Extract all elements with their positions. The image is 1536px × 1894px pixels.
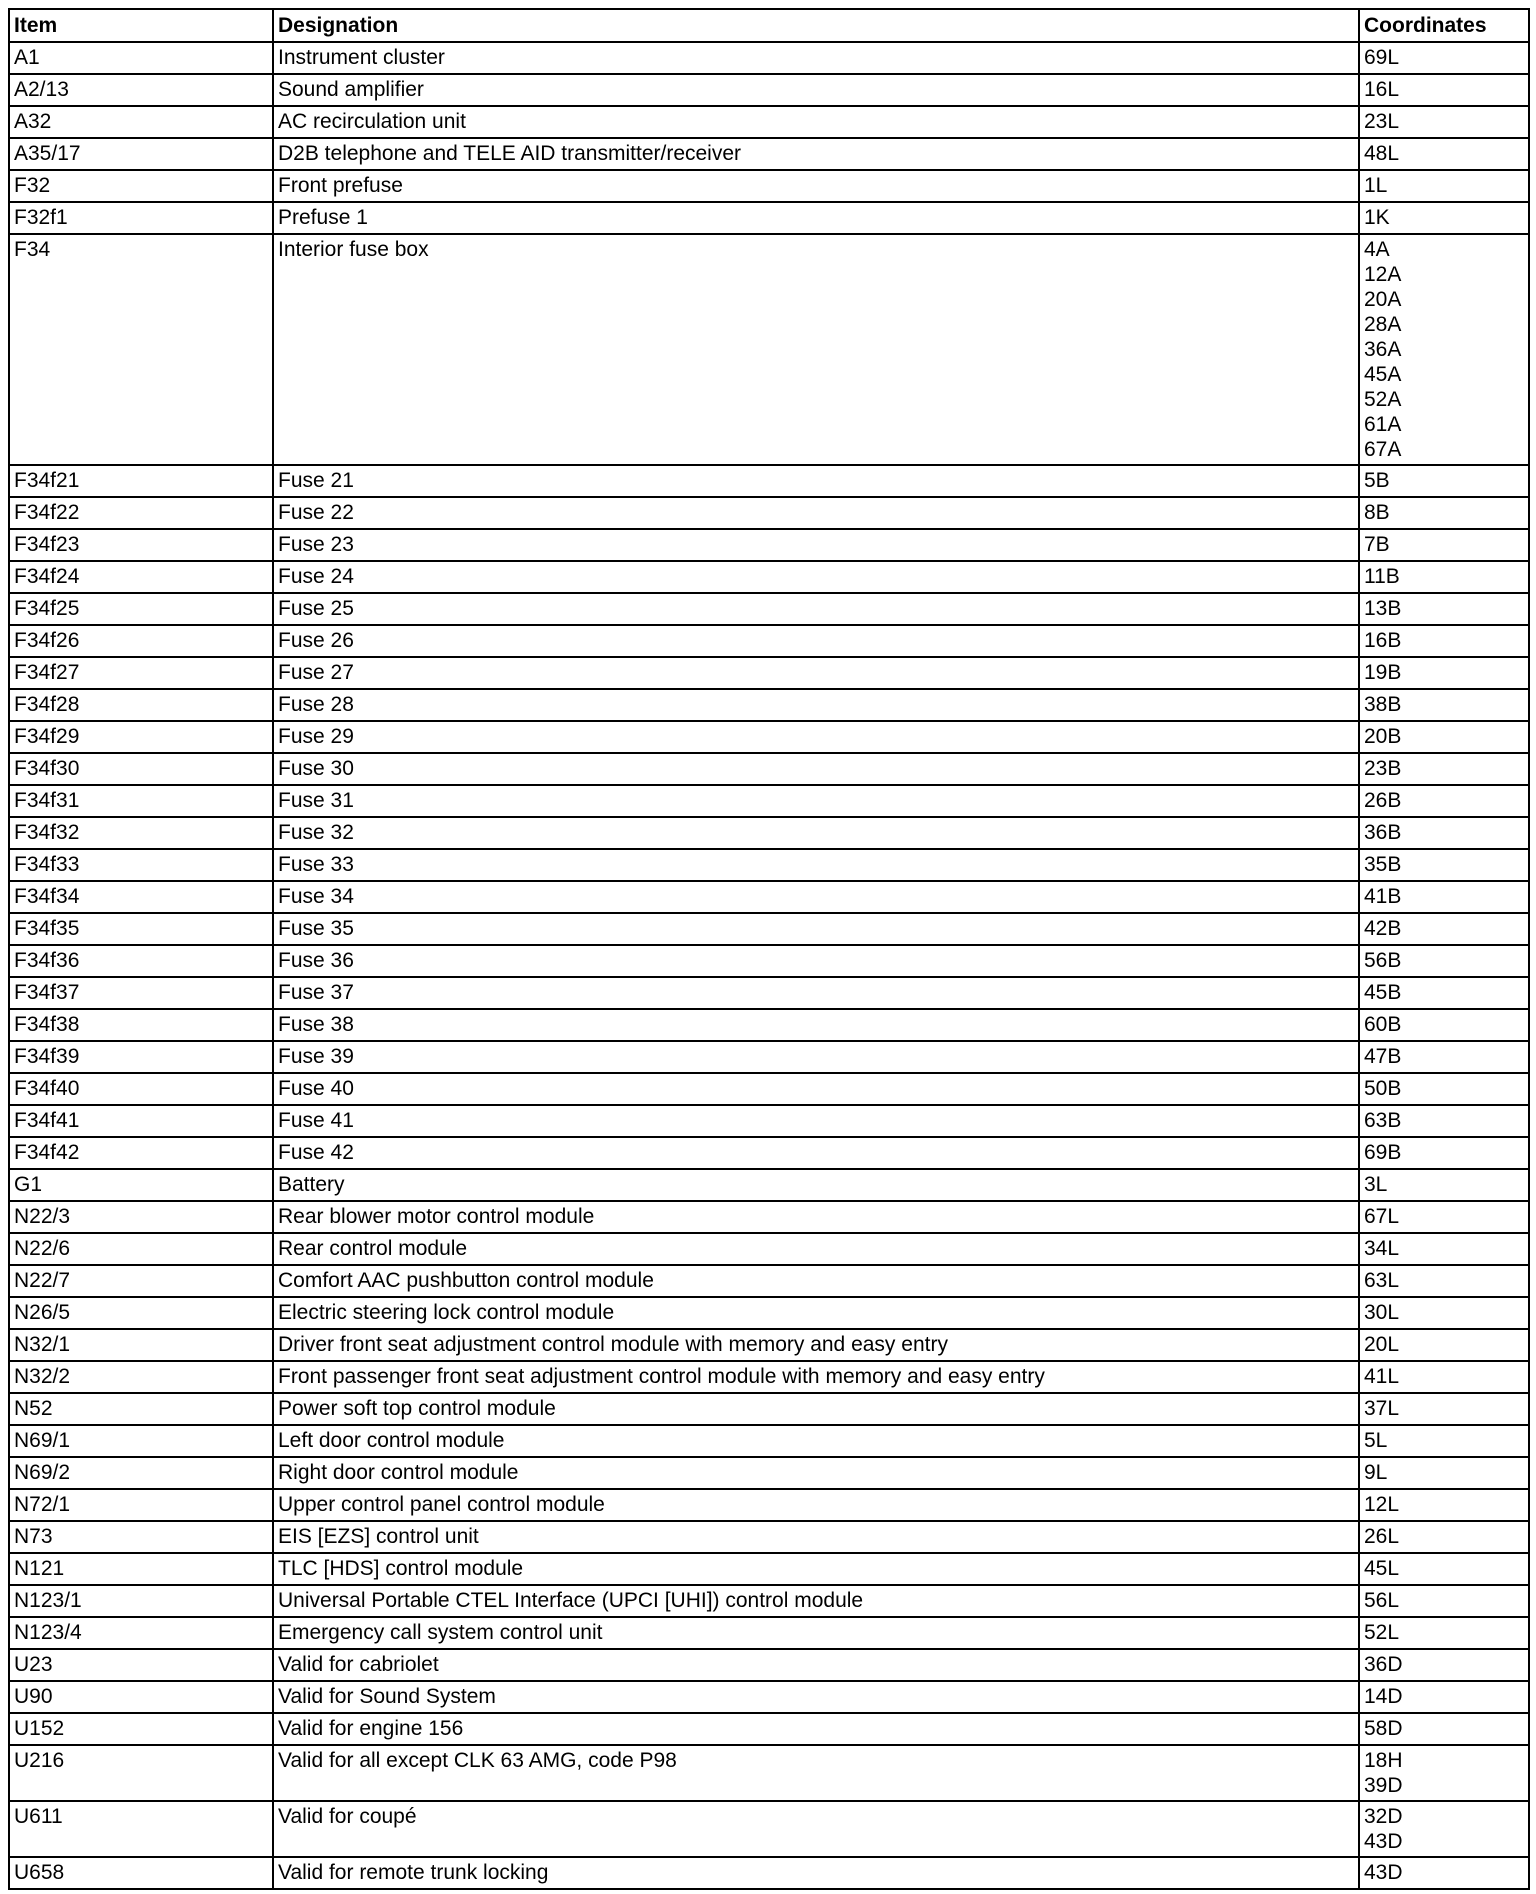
coordinate-value: 35B <box>1364 853 1402 876</box>
cell-coordinates <box>1359 1169 1529 1201</box>
coordinate-value: 38B <box>1364 693 1402 716</box>
cell-item: N123/1 <box>9 1585 273 1617</box>
cell-item: F34 <box>9 234 273 465</box>
cell-item: F34f29 <box>9 721 273 753</box>
cell-coordinates <box>1359 1425 1529 1457</box>
cell-coordinates <box>1359 74 1529 106</box>
table-row <box>9 721 1529 753</box>
table-row <box>9 74 1529 106</box>
table-row <box>9 1649 1529 1681</box>
table-row <box>9 42 1529 74</box>
cell-coordinates <box>1359 817 1529 849</box>
cell-designation: Fuse 32 <box>273 817 1359 849</box>
cell-designation: Fuse 30 <box>273 753 1359 785</box>
cell-coordinates <box>1359 593 1529 625</box>
cell-coordinates <box>1359 42 1529 74</box>
cell-designation: Fuse 37 <box>273 977 1359 1009</box>
cell-designation: Fuse 29 <box>273 721 1359 753</box>
cell-coordinates <box>1359 234 1529 465</box>
coordinate-value: 5L <box>1364 1429 1388 1452</box>
cell-item: U611 <box>9 1801 273 1857</box>
cell-item: N32/2 <box>9 1361 273 1393</box>
cell-item: N22/3 <box>9 1201 273 1233</box>
cell-item: N22/6 <box>9 1233 273 1265</box>
cell-coordinates <box>1359 849 1529 881</box>
cell-coordinates <box>1359 1265 1529 1297</box>
cell-coordinates <box>1359 1857 1529 1889</box>
cell-item: U23 <box>9 1649 273 1681</box>
cell-item: N69/2 <box>9 1457 273 1489</box>
coordinate-value: 36B <box>1364 821 1402 844</box>
cell-coordinates <box>1359 1649 1529 1681</box>
cell-item: F34f42 <box>9 1137 273 1169</box>
coordinate-value: 26L <box>1364 1525 1400 1548</box>
cell-coordinates <box>1359 945 1529 977</box>
cell-item: F34f33 <box>9 849 273 881</box>
component-location-table <box>8 8 1530 1890</box>
cell-designation: Fuse 35 <box>273 913 1359 945</box>
table-row <box>9 849 1529 881</box>
cell-item: N32/1 <box>9 1329 273 1361</box>
table-row <box>9 106 1529 138</box>
coordinate-value: 67A <box>1364 438 1402 461</box>
cell-designation: Valid for engine 156 <box>273 1713 1359 1745</box>
cell-designation: Fuse 22 <box>273 497 1359 529</box>
table-row <box>9 817 1529 849</box>
cell-coordinates <box>1359 753 1529 785</box>
coordinate-value: 3L <box>1364 1173 1388 1196</box>
table-row <box>9 1233 1529 1265</box>
cell-coordinates <box>1359 1617 1529 1649</box>
cell-designation: Fuse 38 <box>273 1009 1359 1041</box>
table-row <box>9 1105 1529 1137</box>
cell-coordinates <box>1359 1137 1529 1169</box>
cell-item: U658 <box>9 1857 273 1889</box>
table-row <box>9 1009 1529 1041</box>
table-row <box>9 945 1529 977</box>
table-row <box>9 1265 1529 1297</box>
coordinate-value: 45L <box>1364 1557 1400 1580</box>
cell-designation: Fuse 33 <box>273 849 1359 881</box>
cell-designation: Emergency call system control unit <box>273 1617 1359 1649</box>
cell-item: N69/1 <box>9 1425 273 1457</box>
cell-designation: AC recirculation unit <box>273 106 1359 138</box>
table-row <box>9 1801 1529 1857</box>
coordinate-value: 63L <box>1364 1269 1400 1292</box>
coordinate-value: 12L <box>1364 1493 1400 1516</box>
coordinate-value: 60B <box>1364 1013 1402 1036</box>
table-row <box>9 1297 1529 1329</box>
cell-item: F34f41 <box>9 1105 273 1137</box>
cell-designation: Fuse 26 <box>273 625 1359 657</box>
cell-item: A35/17 <box>9 138 273 170</box>
coordinate-value: 34L <box>1364 1237 1400 1260</box>
coordinate-value: 16L <box>1364 78 1400 101</box>
table-row <box>9 689 1529 721</box>
cell-designation: Electric steering lock control module <box>273 1297 1359 1329</box>
cell-item: F34f21 <box>9 465 273 497</box>
cell-item: F34f24 <box>9 561 273 593</box>
cell-item: A1 <box>9 42 273 74</box>
coordinate-value: 1L <box>1364 174 1388 197</box>
cell-coordinates <box>1359 657 1529 689</box>
cell-designation: Upper control panel control module <box>273 1489 1359 1521</box>
coordinate-value: 43D <box>1364 1830 1403 1853</box>
coordinate-value: 48L <box>1364 142 1400 165</box>
cell-coordinates <box>1359 1329 1529 1361</box>
coordinate-value: 8B <box>1364 501 1390 524</box>
cell-coordinates <box>1359 1585 1529 1617</box>
cell-coordinates <box>1359 1457 1529 1489</box>
coordinate-value: 30L <box>1364 1301 1400 1324</box>
cell-item: F34f40 <box>9 1073 273 1105</box>
cell-coordinates <box>1359 977 1529 1009</box>
cell-item: N73 <box>9 1521 273 1553</box>
cell-coordinates <box>1359 138 1529 170</box>
coordinate-value: 13B <box>1364 597 1402 620</box>
coordinate-value: 41B <box>1364 885 1402 908</box>
cell-item: F34f36 <box>9 945 273 977</box>
coordinate-value: 28A <box>1364 313 1402 336</box>
cell-item: N121 <box>9 1553 273 1585</box>
coordinate-value: 50B <box>1364 1077 1402 1100</box>
coordinate-value: 4A <box>1364 238 1390 261</box>
coordinate-value: 19B <box>1364 661 1402 684</box>
cell-coordinates <box>1359 170 1529 202</box>
coordinate-value: 47B <box>1364 1045 1402 1068</box>
cell-item: N26/5 <box>9 1297 273 1329</box>
cell-coordinates <box>1359 689 1529 721</box>
coordinate-value: 52A <box>1364 388 1402 411</box>
coordinate-value: 69L <box>1364 46 1400 69</box>
table-row <box>9 1201 1529 1233</box>
cell-item: G1 <box>9 1169 273 1201</box>
coordinate-value: 43D <box>1364 1861 1403 1884</box>
cell-item: A2/13 <box>9 74 273 106</box>
cell-item: U152 <box>9 1713 273 1745</box>
cell-designation: Rear blower motor control module <box>273 1201 1359 1233</box>
cell-designation: Valid for all except CLK 63 AMG, code P98 <box>273 1745 1359 1801</box>
table-row <box>9 170 1529 202</box>
table-body <box>9 42 1529 1889</box>
coordinate-value: 7B <box>1364 533 1390 556</box>
cell-item: F34f32 <box>9 817 273 849</box>
cell-designation: Fuse 25 <box>273 593 1359 625</box>
cell-item: F32 <box>9 170 273 202</box>
cell-designation: Valid for Sound System <box>273 1681 1359 1713</box>
coordinate-value: 11B <box>1364 565 1400 588</box>
coordinate-value: 32D <box>1364 1805 1403 1828</box>
cell-coordinates <box>1359 881 1529 913</box>
cell-item: N72/1 <box>9 1489 273 1521</box>
coordinate-value: 26B <box>1364 789 1402 812</box>
table-row <box>9 881 1529 913</box>
cell-designation: Fuse 34 <box>273 881 1359 913</box>
cell-designation: Battery <box>273 1169 1359 1201</box>
coordinate-value: 69B <box>1364 1141 1402 1164</box>
cell-designation: Fuse 24 <box>273 561 1359 593</box>
table-row <box>9 1617 1529 1649</box>
cell-designation: Fuse 23 <box>273 529 1359 561</box>
table-row <box>9 593 1529 625</box>
cell-item: U216 <box>9 1745 273 1801</box>
table-row <box>9 561 1529 593</box>
cell-coordinates <box>1359 1073 1529 1105</box>
coordinate-value: 45A <box>1364 363 1402 386</box>
cell-coordinates <box>1359 1105 1529 1137</box>
cell-designation: Fuse 27 <box>273 657 1359 689</box>
cell-designation: Instrument cluster <box>273 42 1359 74</box>
cell-designation: Power soft top control module <box>273 1393 1359 1425</box>
coordinate-value: 9L <box>1364 1461 1388 1484</box>
cell-item: N52 <box>9 1393 273 1425</box>
cell-coordinates <box>1359 1713 1529 1745</box>
coordinate-value: 20B <box>1364 725 1402 748</box>
table-row <box>9 1393 1529 1425</box>
coordinate-value: 1K <box>1364 206 1390 229</box>
cell-item: N22/7 <box>9 1265 273 1297</box>
cell-designation: Valid for coupé <box>273 1801 1359 1857</box>
cell-designation: Sound amplifier <box>273 74 1359 106</box>
cell-coordinates <box>1359 625 1529 657</box>
coordinate-value: 37L <box>1364 1397 1400 1420</box>
cell-coordinates <box>1359 913 1529 945</box>
cell-designation: Universal Portable CTEL Interface (UPCI [UHI]) control module <box>273 1585 1359 1617</box>
cell-designation: Fuse 28 <box>273 689 1359 721</box>
cell-item: F34f22 <box>9 497 273 529</box>
table-row <box>9 1329 1529 1361</box>
coordinate-value: 23L <box>1364 110 1400 133</box>
cell-designation: Prefuse 1 <box>273 202 1359 234</box>
cell-coordinates <box>1359 1233 1529 1265</box>
cell-coordinates <box>1359 1801 1529 1857</box>
coordinate-value: 36D <box>1364 1653 1403 1676</box>
cell-item: F34f35 <box>9 913 273 945</box>
table-row <box>9 1713 1529 1745</box>
cell-designation: Comfort AAC pushbutton control module <box>273 1265 1359 1297</box>
cell-designation: D2B telephone and TELE AID transmitter/receiver <box>273 138 1359 170</box>
cell-coordinates <box>1359 1297 1529 1329</box>
cell-coordinates <box>1359 497 1529 529</box>
coordinate-value: 67L <box>1364 1205 1400 1228</box>
cell-coordinates <box>1359 1041 1529 1073</box>
cell-designation: Fuse 41 <box>273 1105 1359 1137</box>
coordinate-value: 23B <box>1364 757 1402 780</box>
cell-designation: Fuse 39 <box>273 1041 1359 1073</box>
table-row <box>9 1489 1529 1521</box>
cell-item: F34f38 <box>9 1009 273 1041</box>
table-row <box>9 1857 1529 1889</box>
table-row <box>9 913 1529 945</box>
coordinate-value: 20L <box>1364 1333 1400 1356</box>
cell-coordinates <box>1359 1521 1529 1553</box>
coordinate-value: 45B <box>1364 981 1402 1004</box>
cell-item: F34f26 <box>9 625 273 657</box>
table-row <box>9 753 1529 785</box>
cell-item: F34f25 <box>9 593 273 625</box>
cell-designation: Right door control module <box>273 1457 1359 1489</box>
cell-coordinates <box>1359 202 1529 234</box>
header-item: Item <box>9 9 273 42</box>
cell-item: F34f34 <box>9 881 273 913</box>
table-row <box>9 1169 1529 1201</box>
header-row <box>9 9 1529 42</box>
cell-designation: Fuse 21 <box>273 465 1359 497</box>
cell-coordinates <box>1359 106 1529 138</box>
table-row <box>9 202 1529 234</box>
table-row <box>9 138 1529 170</box>
cell-designation: Left door control module <box>273 1425 1359 1457</box>
table-row <box>9 465 1529 497</box>
table-row <box>9 1137 1529 1169</box>
cell-designation: Driver front seat adjustment control module with memory and easy entry <box>273 1329 1359 1361</box>
coordinate-value: 39D <box>1364 1774 1403 1797</box>
cell-coordinates <box>1359 1201 1529 1233</box>
coordinate-value: 58D <box>1364 1717 1403 1740</box>
table-row <box>9 234 1529 465</box>
coordinate-value: 14D <box>1364 1685 1403 1708</box>
cell-coordinates <box>1359 529 1529 561</box>
cell-designation: Rear control module <box>273 1233 1359 1265</box>
cell-item: A32 <box>9 106 273 138</box>
cell-coordinates <box>1359 721 1529 753</box>
coordinate-value: 16B <box>1364 629 1402 652</box>
coordinate-value: 41L <box>1364 1365 1400 1388</box>
table-row <box>9 497 1529 529</box>
cell-item: F34f28 <box>9 689 273 721</box>
coordinate-value: 52L <box>1364 1621 1400 1644</box>
cell-designation: TLC [HDS] control module <box>273 1553 1359 1585</box>
cell-coordinates <box>1359 1393 1529 1425</box>
cell-item: F34f31 <box>9 785 273 817</box>
table-row <box>9 1457 1529 1489</box>
table-row <box>9 1681 1529 1713</box>
cell-designation: Front prefuse <box>273 170 1359 202</box>
cell-item: F34f23 <box>9 529 273 561</box>
cell-designation: Fuse 42 <box>273 1137 1359 1169</box>
coordinate-value: 42B <box>1364 917 1402 940</box>
cell-designation: Fuse 40 <box>273 1073 1359 1105</box>
table-row <box>9 977 1529 1009</box>
cell-coordinates <box>1359 1361 1529 1393</box>
coordinate-value: 36A <box>1364 338 1402 361</box>
cell-coordinates <box>1359 561 1529 593</box>
table-row <box>9 625 1529 657</box>
cell-item: F34f27 <box>9 657 273 689</box>
table-row <box>9 1041 1529 1073</box>
cell-designation: Valid for cabriolet <box>273 1649 1359 1681</box>
table-row <box>9 657 1529 689</box>
cell-designation: Interior fuse box <box>273 234 1359 465</box>
cell-designation: Front passenger front seat adjustment control module with memory and easy entry <box>273 1361 1359 1393</box>
coordinate-value: 56B <box>1364 949 1402 972</box>
cell-coordinates <box>1359 785 1529 817</box>
table-row <box>9 1585 1529 1617</box>
table-row <box>9 1745 1529 1801</box>
table-row <box>9 1425 1529 1457</box>
cell-designation: EIS [EZS] control unit <box>273 1521 1359 1553</box>
coordinate-value: 63B <box>1364 1109 1402 1132</box>
cell-coordinates <box>1359 1553 1529 1585</box>
cell-designation: Fuse 31 <box>273 785 1359 817</box>
cell-item: N123/4 <box>9 1617 273 1649</box>
cell-item: F32f1 <box>9 202 273 234</box>
table-row <box>9 785 1529 817</box>
coordinate-value: 61A <box>1364 413 1402 436</box>
cell-item: F34f37 <box>9 977 273 1009</box>
cell-coordinates <box>1359 1489 1529 1521</box>
table-row <box>9 529 1529 561</box>
coordinate-value: 5B <box>1364 469 1390 492</box>
table-row <box>9 1361 1529 1393</box>
cell-coordinates <box>1359 1681 1529 1713</box>
header-coordinates: Coordinates <box>1359 9 1529 42</box>
coordinate-value: 56L <box>1364 1589 1400 1612</box>
cell-item: U90 <box>9 1681 273 1713</box>
coordinate-value: 18H <box>1364 1749 1403 1772</box>
cell-item: F34f39 <box>9 1041 273 1073</box>
cell-designation: Fuse 36 <box>273 945 1359 977</box>
cell-item: F34f30 <box>9 753 273 785</box>
table-header <box>9 9 1529 42</box>
table-row <box>9 1073 1529 1105</box>
cell-designation: Valid for remote trunk locking <box>273 1857 1359 1889</box>
cell-coordinates <box>1359 465 1529 497</box>
table-row <box>9 1553 1529 1585</box>
table-row <box>9 1521 1529 1553</box>
cell-coordinates <box>1359 1009 1529 1041</box>
coordinate-value: 12A <box>1364 263 1402 286</box>
header-designation: Designation <box>273 9 1359 42</box>
coordinate-value: 20A <box>1364 288 1402 311</box>
cell-coordinates <box>1359 1745 1529 1801</box>
